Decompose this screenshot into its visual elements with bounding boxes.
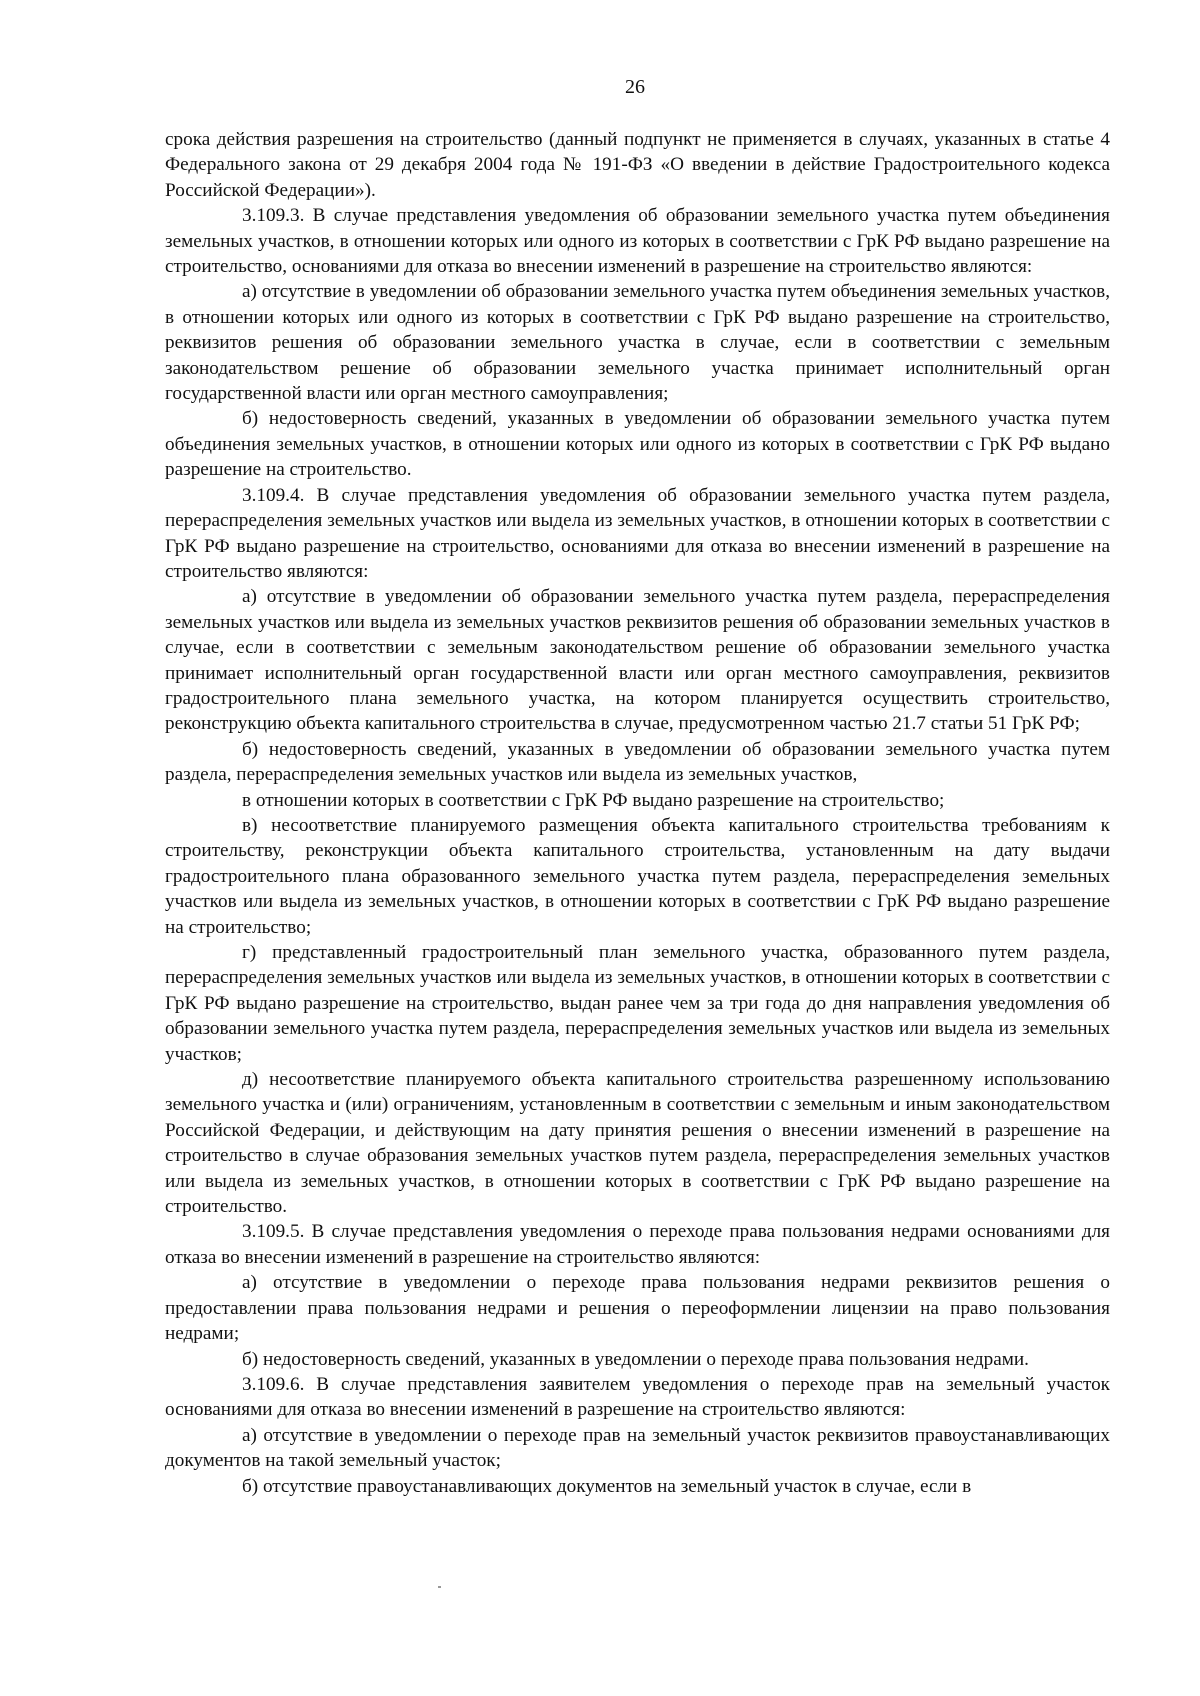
- paragraph-continuation: срока действия разрешения на строительство (данный подпункт не применяется в случаях, указанных в статье 4 Федерального закона от 29 декабря 2004 года № 191-ФЗ «О введении в действие Градостроительного кодекса Российской Федерации»).: [165, 129, 1110, 201]
- document-body: [165, 127, 1110, 1499]
- paragraph-3-109-3-b: б) недостоверность сведений, указанных в уведомлении об образовании земельного участка путем объединения земельных участков, в отношении которых или одного из которых в соответствии с ГрК РФ выдано разрешение на строительство.: [165, 408, 1110, 481]
- paragraph-3-109-4-a: а) отсутствие в уведомлении об образовании земельного участка путем раздела, перераспределения земельных участков или выдела из земельных участков реквизитов решения об образовании земельных участков в случае, если в соответствии с земельным законодательством решение об образовании земельного участка принимает исполнительный орган государственной власти или орган местного самоуправления, реквизитов градостроительного плана земельного участка, на котором планируется осуществить строительство, реконструкцию объекта капитального строительства в случае, предусмотренном частью 21.7 статьи 51 ГрК РФ;: [165, 586, 1110, 735]
- paragraph-3-109-5-b: б) недостоверность сведений, указанных в уведомлении о переходе права пользования недрами.: [242, 1348, 1029, 1370]
- paragraph-3-109-3-a: а) отсутствие в уведомлении об образовании земельного участка путем объединения земельных участков, в отношении которых или одного из которых в соответствии с ГрК РФ выдано разрешение на строительство, реквизитов решения об образовании земельного участка в случае, если в соответствии с земельным законодательством решение об образовании земельного участка принимает исполнительный орган государственной власти или орган местного самоуправления;: [165, 281, 1110, 405]
- paragraph-3-109-3: 3.109.3. В случае представления уведомления об образовании земельного участка путем объединения земельных участков, в отношении которых или одного из которых в соответствии с ГрК РФ выдано разрешение на строительство, основаниями для отказа во внесении изменений в разрешение на строительство являются:: [165, 205, 1110, 278]
- paragraph-3-109-4-g: г) представленный градостроительный план земельного участка, образованного путем раздела, перераспределения земельных участков или выдела из земельных участков, в отношении которых в соответствии с ГрК РФ выдано разрешение на строительство, выдан ранее чем за три года до дня направления уведомления об образовании земельного участка путем раздела, перераспределения земельных участков или выдела из земельных участков;: [165, 942, 1110, 1065]
- scan-speck: [438, 1586, 441, 1588]
- paragraph-3-109-5: 3.109.5. В случае представления уведомления о переходе права пользования недрами основаниями для отказа во внесении изменений в разрешение на строительство являются:: [165, 1221, 1110, 1268]
- paragraph-3-109-4-b-cont: в отношении которых в соответствии с ГрК РФ выдано разрешение на строительство;: [242, 789, 945, 811]
- paragraph-3-109-4: 3.109.4. В случае представления уведомления об образовании земельного участка путем раздела, перераспределения земельных участков или выдела из земельных участков, в отношении которых в соответствии с ГрК РФ выдано разрешение на строительство, основаниями для отказа во внесении изменений в разрешение на строительство являются:: [165, 484, 1110, 582]
- paragraph-3-109-4-v: в) несоответствие планируемого размещения объекта капитального строительства требованиям к строительству, реконструкции объекта капитального строительства, установленным на дату выдачи градостроительного плана образованного земельного участка путем раздела, перераспределения земельных участков или выдела из земельных участков, в отношении которых в соответствии с ГрК РФ выдано разрешение на строительство;: [165, 814, 1110, 938]
- paragraph-3-109-5-a: а) отсутствие в уведомлении о переходе права пользования недрами реквизитов решения о предоставлении права пользования недрами и решения о переоформлении лицензии на право пользования недрами;: [165, 1272, 1110, 1345]
- paragraph-3-109-6-b: б) отсутствие правоустанавливающих документов на земельный участок в случае, если в: [242, 1475, 972, 1497]
- paragraph-3-109-4-d: д) несоответствие планируемого объекта капитального строительства разрешенному использованию земельного участка и (или) ограничениям, установленным в соответствии с земельным и иным законодательством Российской Федерации, и действующим на дату принятия решения о внесении изменений в разрешение на строительство в случае образования земельных участков путем раздела, перераспределения земельных участков или выдела из земельных участков, в отношении которых в соответствии с ГрК РФ выдано разрешение на строительство.: [165, 1069, 1110, 1218]
- page-number: 26: [625, 76, 645, 98]
- paragraph-3-109-6-a: а) отсутствие в уведомлении о переходе прав на земельный участок реквизитов правоустанавливающих документов на такой земельный участок;: [165, 1424, 1110, 1472]
- paragraph-3-109-6: 3.109.6. В случае представления заявителем уведомления о переходе прав на земельный участок основаниями для отказа во внесении изменений в разрешение на строительство являются:: [165, 1373, 1110, 1421]
- paragraph-3-109-4-b: б) недостоверность сведений, указанных в уведомлении об образовании земельного участка путем раздела, перераспределения земельных участков или выдела из земельных участков,: [165, 738, 1110, 786]
